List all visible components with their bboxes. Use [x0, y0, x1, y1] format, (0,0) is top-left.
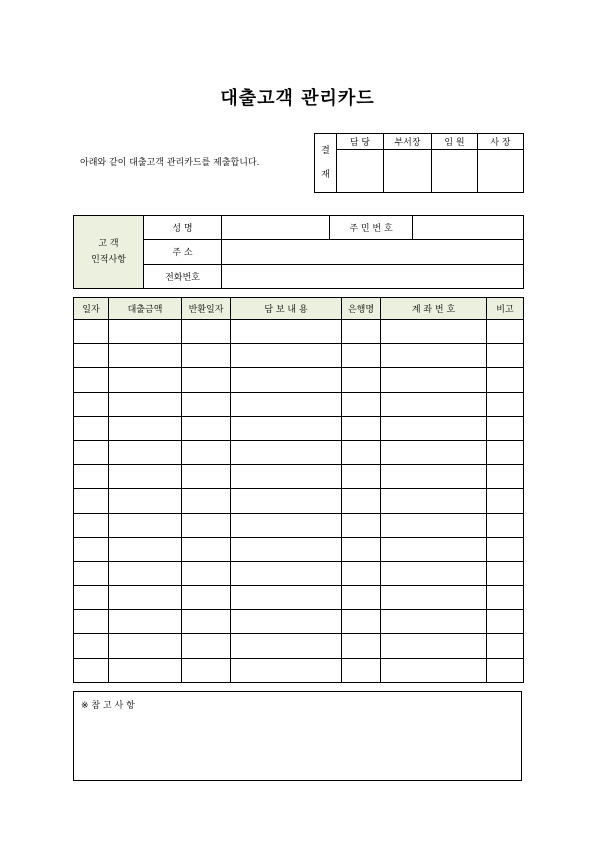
ledger-cell[interactable]: [231, 465, 342, 489]
ledger-cell[interactable]: [109, 392, 182, 416]
ledger-cell[interactable]: [74, 610, 109, 634]
ledger-header-row: [74, 298, 524, 320]
ledger-cell[interactable]: [109, 416, 182, 440]
approval-header-staff: 담 당: [337, 134, 384, 150]
ledger-cell[interactable]: [342, 392, 381, 416]
ledger-cell[interactable]: [342, 586, 381, 610]
ledger-cell[interactable]: [74, 392, 109, 416]
ledger-cell[interactable]: [231, 440, 342, 464]
ledger-row: [74, 658, 524, 682]
ledger-cell[interactable]: [487, 658, 524, 682]
ledger-header-return-date: 반환일자: [182, 298, 231, 320]
ledger-cell[interactable]: [487, 634, 524, 658]
ledger-cell[interactable]: [381, 513, 487, 537]
ledger-cell[interactable]: [487, 320, 524, 344]
ledger-cell[interactable]: [231, 537, 342, 561]
document-title: 대출고객 관리카드: [220, 88, 375, 109]
ledger-cell[interactable]: [109, 320, 182, 344]
approval-box: [314, 133, 524, 193]
ledger-cell[interactable]: [342, 610, 381, 634]
ledger-cell[interactable]: [182, 513, 231, 537]
ledger-cell[interactable]: [109, 465, 182, 489]
ledger-cell[interactable]: [109, 610, 182, 634]
ledger-cell[interactable]: [342, 658, 381, 682]
approval-header-executive: 임 원: [432, 134, 478, 150]
ledger-cell[interactable]: [342, 489, 381, 513]
approval-sign-president[interactable]: [478, 150, 524, 193]
ledger-cell[interactable]: [487, 416, 524, 440]
ledger-cell[interactable]: [74, 465, 109, 489]
ledger-cell[interactable]: [231, 344, 342, 368]
ledger-cell[interactable]: [381, 368, 487, 392]
approval-sign-staff[interactable]: [337, 150, 384, 193]
ledger-cell[interactable]: [381, 465, 487, 489]
ledger-cell[interactable]: [182, 344, 231, 368]
ledger-cell[interactable]: [231, 561, 342, 585]
ledger-cell[interactable]: [487, 586, 524, 610]
approval-header-president: 사 장: [478, 134, 524, 150]
ledger-cell[interactable]: [231, 658, 342, 682]
ledger-cell[interactable]: [182, 440, 231, 464]
ledger-cell[interactable]: [342, 513, 381, 537]
ledger-cell[interactable]: [231, 368, 342, 392]
ledger-cell[interactable]: [342, 344, 381, 368]
ledger-row: [74, 368, 524, 392]
ledger-row: [74, 344, 524, 368]
ledger-cell[interactable]: [182, 320, 231, 344]
ledger-header-date: 일자: [74, 298, 109, 320]
ledger-cell[interactable]: [182, 586, 231, 610]
ledger-header-remarks: 비고: [487, 298, 524, 320]
ledger-cell[interactable]: [487, 513, 524, 537]
ledger-cell[interactable]: [342, 440, 381, 464]
ledger-cell[interactable]: [109, 513, 182, 537]
ledger-row: [74, 465, 524, 489]
address-label: 주 소: [144, 240, 222, 264]
ledger-cell[interactable]: [381, 344, 487, 368]
ledger-cell[interactable]: [231, 513, 342, 537]
approval-side-label: [315, 134, 337, 193]
ledger-cell[interactable]: [487, 537, 524, 561]
ledger-cell[interactable]: [74, 320, 109, 344]
ledger-cell[interactable]: [342, 634, 381, 658]
ledger-cell[interactable]: [381, 634, 487, 658]
ledger-cell[interactable]: [231, 489, 342, 513]
ledger-cell[interactable]: [182, 368, 231, 392]
ledger-cell[interactable]: [487, 392, 524, 416]
ledger-cell[interactable]: [487, 489, 524, 513]
ledger-cell[interactable]: [381, 561, 487, 585]
ledger-cell[interactable]: [231, 610, 342, 634]
ledger-cell[interactable]: [74, 586, 109, 610]
ledger-row: [74, 416, 524, 440]
ledger-cell[interactable]: [381, 610, 487, 634]
ledger-cell[interactable]: [231, 320, 342, 344]
ledger-row: [74, 489, 524, 513]
resident-id-label: 주 민 번 호: [330, 216, 413, 240]
ledger-cell[interactable]: [487, 610, 524, 634]
ledger-row: [74, 610, 524, 634]
ledger-cell[interactable]: [74, 513, 109, 537]
ledger-cell[interactable]: [74, 440, 109, 464]
ledger-cell[interactable]: [231, 416, 342, 440]
ledger-cell[interactable]: [109, 561, 182, 585]
ledger-cell[interactable]: [182, 465, 231, 489]
ledger-row: [74, 634, 524, 658]
ledger-cell[interactable]: [74, 658, 109, 682]
ledger-cell[interactable]: [342, 368, 381, 392]
ledger-cell[interactable]: [109, 537, 182, 561]
ledger-cell[interactable]: [381, 440, 487, 464]
ledger-cell[interactable]: [74, 537, 109, 561]
ledger-cell[interactable]: [487, 465, 524, 489]
customer-section-label-text: 고 객 인적사항: [91, 239, 126, 265]
ledger-cell[interactable]: [109, 658, 182, 682]
intro-text: 아래와 같이 대출고객 관리카드를 제출합니다.: [80, 158, 260, 168]
ledger-cell[interactable]: [381, 416, 487, 440]
ledger-cell[interactable]: [74, 368, 109, 392]
ledger-cell[interactable]: [342, 320, 381, 344]
ledger-cell[interactable]: [381, 658, 487, 682]
ledger-row: [74, 537, 524, 561]
ledger-cell[interactable]: [74, 416, 109, 440]
name-field[interactable]: [222, 216, 330, 240]
phone-label: 전화번호: [144, 264, 222, 288]
ledger-cell[interactable]: [381, 537, 487, 561]
ledger-cell[interactable]: [182, 416, 231, 440]
ledger-cell[interactable]: [487, 561, 524, 585]
ledger-cell[interactable]: [109, 344, 182, 368]
ledger-cell[interactable]: [109, 368, 182, 392]
customer-info-table: [73, 215, 524, 289]
ledger-cell[interactable]: [381, 586, 487, 610]
ledger-cell[interactable]: [381, 392, 487, 416]
ledger-cell[interactable]: [487, 344, 524, 368]
ledger-cell[interactable]: [74, 561, 109, 585]
ledger-cell[interactable]: [487, 368, 524, 392]
ledger-cell[interactable]: [381, 489, 487, 513]
ledger-cell[interactable]: [182, 489, 231, 513]
ledger-row: [74, 561, 524, 585]
ledger-cell[interactable]: [74, 634, 109, 658]
ledger-cell[interactable]: [342, 416, 381, 440]
ledger-header-amount: 대출금액: [109, 298, 182, 320]
ledger-cell[interactable]: [342, 465, 381, 489]
ledger-cell[interactable]: [182, 610, 231, 634]
ledger-cell[interactable]: [74, 489, 109, 513]
ledger-cell[interactable]: [231, 392, 342, 416]
ledger-row: [74, 586, 524, 610]
ledger-cell[interactable]: [342, 561, 381, 585]
notes-label: ※ 참 고 사 항: [81, 701, 135, 711]
address-field[interactable]: [222, 240, 524, 264]
ledger-cell[interactable]: [109, 440, 182, 464]
ledger-cell[interactable]: [231, 634, 342, 658]
ledger-cell[interactable]: [109, 586, 182, 610]
ledger-cell[interactable]: [231, 586, 342, 610]
ledger-row: [74, 440, 524, 464]
name-label: 성 명: [144, 216, 222, 240]
notes-box[interactable]: [73, 691, 522, 781]
ledger-header-account: 계 좌 번 호: [381, 298, 487, 320]
approval-side-label-2: 재: [321, 170, 330, 180]
ledger-cell[interactable]: [342, 537, 381, 561]
ledger-row: [74, 513, 524, 537]
ledger-cell[interactable]: [182, 634, 231, 658]
ledger-cell[interactable]: [74, 344, 109, 368]
ledger-cell[interactable]: [487, 440, 524, 464]
ledger-row: [74, 320, 524, 344]
ledger-row: [74, 392, 524, 416]
ledger-header-bank: 은행명: [342, 298, 381, 320]
ledger-cell[interactable]: [182, 561, 231, 585]
resident-id-field[interactable]: [413, 216, 524, 240]
ledger-cell[interactable]: [381, 320, 487, 344]
approval-sign-executive[interactable]: [432, 150, 478, 193]
approval-sign-manager[interactable]: [384, 150, 432, 193]
loan-ledger-table: [73, 297, 524, 683]
approval-header-manager: 부서장: [384, 134, 432, 150]
ledger-cell[interactable]: [109, 634, 182, 658]
ledger-cell[interactable]: [182, 658, 231, 682]
ledger-header-collateral: 담 보 내 용: [231, 298, 342, 320]
ledger-cell[interactable]: [109, 489, 182, 513]
approval-side-label-1: 결: [321, 146, 330, 156]
customer-section-label: [74, 216, 144, 289]
ledger-cell[interactable]: [182, 392, 231, 416]
phone-field[interactable]: [222, 264, 524, 288]
ledger-cell[interactable]: [182, 537, 231, 561]
